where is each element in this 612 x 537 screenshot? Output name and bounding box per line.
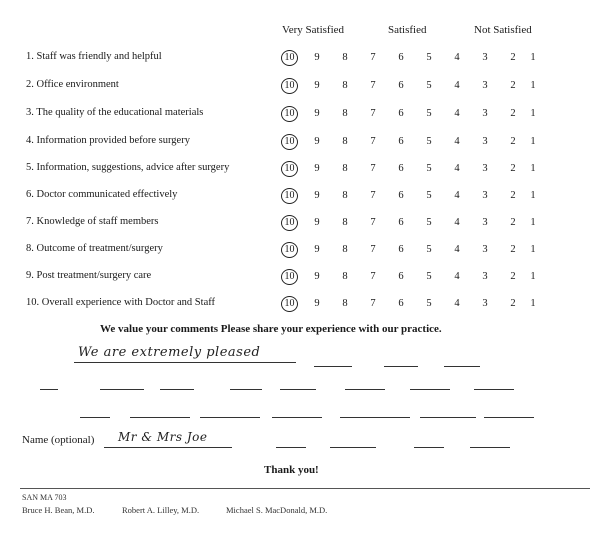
comments-heading: We value your comments Please share your experience with our practice.	[100, 323, 442, 335]
question-label: 3. The quality of the educational materials	[26, 107, 204, 118]
rating-option[interactable]: 4	[454, 80, 460, 91]
rating-option[interactable]: 9	[314, 298, 320, 309]
rating-option[interactable]: 5	[426, 244, 432, 255]
rating-option[interactable]: 9	[314, 190, 320, 201]
rating-option[interactable]: 6	[398, 163, 404, 174]
rating-option[interactable]: 6	[398, 244, 404, 255]
rating-option[interactable]: 3	[482, 298, 488, 309]
rating-option[interactable]: 5	[426, 136, 432, 147]
rating-option[interactable]: 1	[530, 52, 536, 63]
comment-line-2e	[280, 389, 316, 390]
rating-option-selected[interactable]: 10	[281, 296, 298, 312]
rating-option[interactable]: 5	[426, 271, 432, 282]
doctor-name-1: Bruce H. Bean, M.D.	[22, 505, 95, 515]
rating-option[interactable]: 9	[314, 217, 320, 228]
rating-option[interactable]: 3	[482, 80, 488, 91]
comment-line-1d	[444, 366, 480, 367]
rating-option[interactable]: 3	[482, 136, 488, 147]
comment-line-2b	[100, 389, 144, 390]
rating-option[interactable]: 7	[370, 52, 376, 63]
rating-option[interactable]: 5	[426, 80, 432, 91]
rating-option[interactable]: 9	[314, 244, 320, 255]
rating-option-selected[interactable]: 10	[281, 215, 298, 231]
rating-option[interactable]: 1	[530, 80, 536, 91]
rating-option[interactable]: 8	[342, 163, 348, 174]
comment-line-3d	[272, 417, 322, 418]
rating-option[interactable]: 5	[426, 163, 432, 174]
comment-line-3a	[80, 417, 110, 418]
rating-option[interactable]: 4	[454, 108, 460, 119]
question-label: 8. Outcome of treatment/surgery	[26, 243, 163, 254]
rating-option[interactable]: 4	[454, 298, 460, 309]
rating-option[interactable]: 2	[510, 244, 516, 255]
name-line-e	[470, 447, 510, 448]
comment-line-2g	[410, 389, 450, 390]
rating-option[interactable]: 9	[314, 80, 320, 91]
rating-option-selected[interactable]: 10	[281, 50, 298, 66]
rating-option[interactable]: 4	[454, 136, 460, 147]
comment-line-1b	[314, 366, 352, 367]
rating-option[interactable]: 9	[314, 163, 320, 174]
rating-option[interactable]: 4	[454, 52, 460, 63]
rating-option[interactable]: 1	[530, 163, 536, 174]
rating-option[interactable]: 5	[426, 108, 432, 119]
rating-option[interactable]: 7	[370, 271, 376, 282]
question-label: 6. Doctor communicated effectively	[26, 189, 178, 200]
rating-option[interactable]: 5	[426, 52, 432, 63]
rating-option-selected[interactable]: 10	[281, 78, 298, 94]
rating-option-selected[interactable]: 10	[281, 106, 298, 122]
rating-option[interactable]: 6	[398, 190, 404, 201]
rating-option[interactable]: 2	[510, 298, 516, 309]
rating-option[interactable]: 3	[482, 244, 488, 255]
rating-option[interactable]: 8	[342, 244, 348, 255]
rating-option[interactable]: 7	[370, 244, 376, 255]
rating-option[interactable]: 6	[398, 108, 404, 119]
rating-option[interactable]: 1	[530, 244, 536, 255]
question-label: 7. Knowledge of staff members	[26, 216, 159, 227]
thank-you-text: Thank you!	[264, 464, 319, 476]
question-label: 9. Post treatment/surgery care	[26, 270, 152, 281]
comment-line-2f	[345, 389, 385, 390]
footer-divider	[20, 488, 590, 489]
rating-option[interactable]: 7	[370, 298, 376, 309]
rating-option[interactable]: 5	[426, 298, 432, 309]
rating-option-selected[interactable]: 10	[281, 188, 298, 204]
name-line-d	[414, 447, 444, 448]
scale-very-satisfied: Very Satisfied	[282, 24, 345, 36]
rating-option-selected[interactable]: 10	[281, 269, 298, 285]
rating-option[interactable]: 8	[342, 136, 348, 147]
rating-option[interactable]: 1	[530, 271, 536, 282]
rating-option[interactable]: 5	[426, 217, 432, 228]
question-label: 4. Information provided before surgery	[26, 135, 190, 146]
rating-option[interactable]: 2	[510, 52, 516, 63]
rating-option[interactable]: 2	[510, 163, 516, 174]
rating-option[interactable]: 2	[510, 217, 516, 228]
rating-option[interactable]: 2	[510, 80, 516, 91]
rating-option[interactable]: 6	[398, 136, 404, 147]
rating-option[interactable]: 4	[454, 190, 460, 201]
rating-option[interactable]: 4	[454, 163, 460, 174]
rating-option-selected[interactable]: 10	[281, 242, 298, 258]
comment-line-1c	[384, 366, 418, 367]
rating-option[interactable]: 1	[530, 136, 536, 147]
doctor-name-3: Michael S. MacDonald, M.D.	[226, 505, 328, 515]
rating-option[interactable]: 6	[398, 298, 404, 309]
rating-option[interactable]: 1	[530, 217, 536, 228]
rating-option[interactable]: 9	[314, 108, 320, 119]
comment-line-3b	[130, 417, 190, 418]
rating-option-selected[interactable]: 10	[281, 134, 298, 150]
rating-option[interactable]: 8	[342, 108, 348, 119]
comment-line-1a	[74, 362, 296, 363]
comment-handwriting[interactable]: We are extremely pleased	[78, 345, 261, 360]
rating-option[interactable]: 8	[342, 80, 348, 91]
rating-option[interactable]: 4	[454, 271, 460, 282]
comment-line-3f	[420, 417, 476, 418]
rating-option[interactable]: 1	[530, 298, 536, 309]
rating-option[interactable]: 6	[398, 52, 404, 63]
scale-not-satisfied: Not Satisfied	[474, 24, 532, 36]
rating-option[interactable]: 4	[454, 217, 460, 228]
rating-option[interactable]: 8	[342, 52, 348, 63]
rating-option[interactable]: 9	[314, 136, 320, 147]
comment-line-2d	[230, 389, 262, 390]
rating-option[interactable]: 3	[482, 108, 488, 119]
question-label: 10. Overall experience with Doctor and Staff	[26, 297, 216, 308]
form-code: SAN MA 703	[22, 493, 67, 502]
name-line	[104, 447, 232, 448]
rating-option[interactable]: 2	[510, 271, 516, 282]
question-label: 2. Office environment	[26, 79, 119, 90]
rating-option[interactable]: 9	[314, 271, 320, 282]
rating-option[interactable]: 3	[482, 52, 488, 63]
name-handwriting[interactable]: Mr & Mrs Joe	[118, 430, 208, 444]
rating-option[interactable]: 8	[342, 190, 348, 201]
comment-line-3g	[484, 417, 534, 418]
name-line-c	[330, 447, 376, 448]
rating-option[interactable]: 6	[398, 217, 404, 228]
rating-option[interactable]: 7	[370, 136, 376, 147]
rating-option[interactable]: 2	[510, 136, 516, 147]
rating-option[interactable]: 1	[530, 108, 536, 119]
rating-option[interactable]: 7	[370, 217, 376, 228]
rating-option[interactable]: 3	[482, 163, 488, 174]
rating-option[interactable]: 9	[314, 52, 320, 63]
rating-option[interactable]: 7	[370, 190, 376, 201]
rating-option[interactable]: 7	[370, 108, 376, 119]
rating-option-selected[interactable]: 10	[281, 161, 298, 177]
rating-option[interactable]: 3	[482, 217, 488, 228]
comment-line-2h	[474, 389, 514, 390]
comment-line-2c	[160, 389, 194, 390]
rating-option[interactable]: 6	[398, 271, 404, 282]
question-label: 1. Staff was friendly and helpful	[26, 51, 162, 62]
rating-option[interactable]: 2	[510, 108, 516, 119]
rating-option[interactable]: 8	[342, 217, 348, 228]
name-label: Name (optional)	[22, 434, 95, 446]
rating-option[interactable]: 2	[510, 190, 516, 201]
rating-option[interactable]: 3	[482, 190, 488, 201]
name-line-b	[276, 447, 306, 448]
rating-option[interactable]: 8	[342, 271, 348, 282]
rating-option[interactable]: 3	[482, 271, 488, 282]
rating-option[interactable]: 7	[370, 163, 376, 174]
rating-option[interactable]: 5	[426, 190, 432, 201]
comment-line-3e	[340, 417, 410, 418]
rating-option[interactable]: 4	[454, 244, 460, 255]
doctor-name-2: Robert A. Lilley, M.D.	[122, 505, 200, 515]
question-label: 5. Information, suggestions, advice after surgery	[26, 162, 230, 173]
scale-satisfied: Satisfied	[388, 24, 427, 36]
rating-option[interactable]: 1	[530, 190, 536, 201]
comment-line-3c	[200, 417, 260, 418]
comment-line-2a	[40, 389, 58, 390]
rating-option[interactable]: 8	[342, 298, 348, 309]
rating-option[interactable]: 6	[398, 80, 404, 91]
rating-option[interactable]: 7	[370, 80, 376, 91]
